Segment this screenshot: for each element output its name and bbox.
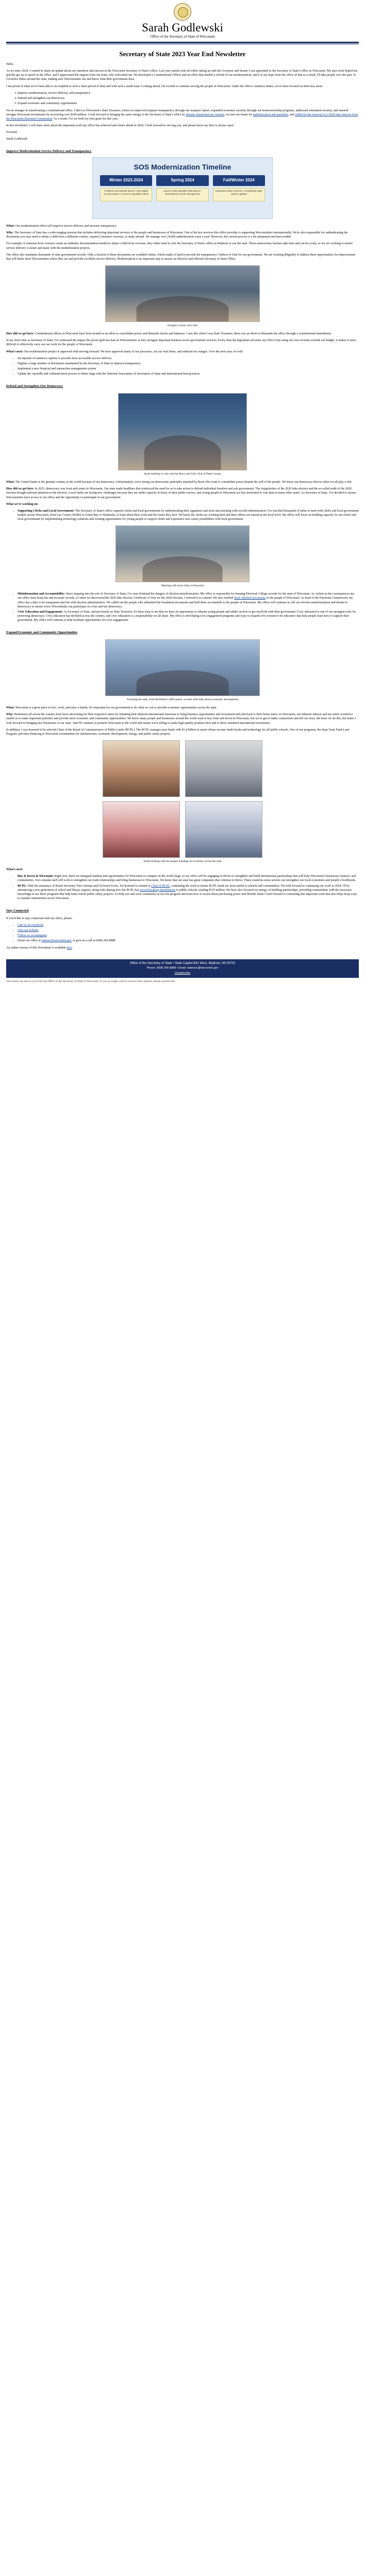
- list-item: • Implement a new financial and transaction management system: [18, 367, 359, 371]
- s1-office: The office also maintains thousands of state government records. Only a fraction of these documents are available online, which makes it hard to provide the transparency I believe is vital for our government. We are working diligently to address these opportunities for improvement that will better meet Wisconsinites where they are and provide excellent service delivery. Modernization is an important step to ensure an effective and efficient Secretary of State Office.: [6, 253, 355, 261]
- timeline-title: SOS Modernization Timeline: [134, 163, 231, 172]
- boys-girls-club-photo: [118, 393, 247, 470]
- photo-row-townhall: [6, 265, 359, 322]
- fake-electors-link[interactable]: called for the removal of a 2020 fake electors from the Wisconsin Elections Commission: [6, 113, 358, 121]
- footer-address: Office of the Secretary of State • State Capitol B41 West, Madison, WI 53702: [129, 962, 236, 965]
- timeline-period: Fall/Winter 2024: [213, 175, 265, 186]
- falsified-documents-link[interactable]: those falsified documents: [234, 597, 266, 600]
- intro-paragraph-2: I am proud of what we've been able to accomplish in such a short period of time and with such a small team. Looking ahead, I'm excited to continue serving the people of Wisconsin. Under the office's statutory duties, we've been focused on three key areas:: [6, 84, 323, 88]
- townhall-photo: [105, 265, 260, 322]
- greeting: Hello,: [6, 63, 14, 66]
- header: [6, 0, 359, 44]
- record-distributions-link[interactable]: record breaking distributions: [139, 888, 176, 892]
- page: [0, 0, 365, 984]
- s1-short: In my short time as Secretary of State, I've witnessed the impact the power grab has had on Wisconsinites as they navigate important business across government services. Every time the legislature prevents our office from using our own revenue towards our budget, it makes it more difficult to effectively carry out our work for the people of Wisconsin.: [6, 339, 356, 347]
- economy-photo: [103, 740, 180, 797]
- intro-p3-end: . As a result, I've set forth my four goals for this year.: [52, 117, 119, 121]
- list-item: • Misinformation and Accountability: Since stepping into the role of Secretary of State, I've seen firsthand the dangers of election misinformation. My office is responsible for keeping Electoral College records for the state of Wisconsin. As violent as the consequences are, our office must keep fair and accurate records, so when we discovered the 2020 fake electors Certificate of Vote for the 2020 election, I referred it to counsel. We also notified those falsified documents to the people of Wisconsin. As head of the Elections Commission, my office has a duty to be transparent and fair with election administrators. We called out the people who submitted the fraudulent documents and held them accountable to the people of Wisconsin. My office will continue to call out election misinformation and threats to democracy to ensure every Wisconsinite can participate in a free and fair democracy.: [18, 592, 359, 608]
- boys-girls-club-caption: Sarah meeting to visit with the Boys and Girls Club of Dane County: [143, 472, 222, 476]
- timeline-column: [156, 175, 208, 201]
- archive-note: An online version of this Newsletter is available here.: [6, 946, 73, 950]
- economic-travel-caption: Traveling the state, from Richfield to Milwaukee, to meet with folks about economic development: [126, 698, 239, 701]
- online-version-link[interactable]: here: [67, 946, 72, 950]
- modernization-timeline-graphic: [92, 157, 273, 219]
- connected-intro: If you'd like to stay connected with my office, please:: [6, 917, 73, 920]
- s3-why: Why: Businesses all across the country have been advocating for their respective states by initiating their inherent international functions to bring business opportunities and investment and jobs back to their home states. In Wisconsin, our inherent interest and my entire workforce enable us to make important priorities and provide more economic and community opportunities. We know many people and businesses around the world want to buy from and invest in Wisconsin, but we've got to make connections and tell our story. the more we do this, the better I look forward to bringing new businesses to our state. And I'll continue to promote Wisconsin to the world and ensure we're telling to make high-quality products here and to drive sustained international investment.: [6, 713, 356, 725]
- facebook-link[interactable]: Like us on Facebook: [18, 923, 44, 927]
- section-title-democracy: Defend and Strengthen Our Democracy: [6, 384, 63, 388]
- goal-item: 1. Improve modernization, service delivery, and transparency: [18, 91, 359, 95]
- s2-what: What: The United States is the greatest country in the world because of our democracy. Unfortunately, we're seeing our democratic principles attacked by those who want to consolidate power despite the will of the people. We know our democracy thrives when we all play a role.: [6, 481, 353, 484]
- header-rule: [6, 42, 359, 43]
- economy-caption: Sarah meeting with the people building our economy across the state: [143, 859, 222, 863]
- section-title-modernization: Improve Modernization Service Delivery and Transparency: [6, 149, 92, 154]
- list-item: • Civic Education and Engagement: As Secretary of State, and previously as State Treasurer, it's been clear to me that we have an opportunity to educate young people and adults on how to get involved with their government. Civic education is one of our strongest tools for protecting democracy. Civic education has declined across the country, and civic education is a responsibility we all share. My office is developing civic engagement programs and ways to expand civic resources for educators that help people learn how to support their government. My office will continue to help facilitate opportunities for civic engagement.: [18, 610, 359, 622]
- bcpl-chair-link[interactable]: Chair of BCPL: [151, 884, 170, 888]
- newsletter-title: Secretary of State 2023 Year End Newsletter: [119, 49, 246, 58]
- s1-example: For example, if someone from overseas wants an authentic documentation needed to adopt a child from overseas, they either need to visit the Secretary of State's office in Madison or use the mail. These unnecessary barriers take time and can be costly, so we are working to ensure service delivery is easier and faster with the modernization projects.: [6, 242, 353, 250]
- photo-figure: [144, 435, 221, 470]
- s1-how: How did we get here: Constitutional offices in Wisconsin have been treated as an effort to consolidate power and diminish checks and balances. I saw this when I was State Treasurer; there was an effort to dismantle the office through a constitutional amendment.: [6, 332, 332, 336]
- photo-row-economy-people-2: [6, 801, 359, 858]
- economy-photo: [103, 801, 180, 858]
- s3-next-list: [6, 874, 359, 901]
- s1-next: What's next: Our modernization project is approved with moving forward. We have approved many of our processes, cut our wait times, and reduced our outages. Over the next year, we will:: [6, 350, 243, 353]
- photo-row-clerks: [6, 526, 359, 582]
- timeline-items: Launch online apostille submissions • Streamlined records management: [156, 188, 208, 201]
- photo-row-economy-people-1: [6, 740, 359, 797]
- goal-item: 2. Defend and strengthen our democracy: [18, 96, 359, 100]
- s2-how: How did we get here: In 2023, democracy was front and center in Wisconsin. Our state made headlines that reinforced the need for us to take action to defend individual freedom and safe government. The irregularities of the 2020 fake electors and the so-called audit of the 2020 election brought national attention to the election. Local clerks are facing new challenges because they are under capacity in hours of their public service, and young people in Wisconsin are less motivated to vote than in many other states. As Secretary of State, I've decided to ensure Wisconsinites have access to our office and the opportunity to participate in our government.: [6, 487, 356, 499]
- website-relaunch-link[interactable]: already relaunched our website: [186, 113, 225, 116]
- header-office: Office of the Secretary of State of Wisconsin: [150, 35, 215, 39]
- intro-p3-text: I'm no stranger to transforming a constitutional office. I did it as Wisconsin's State Treasurer, where we improved taxpayer transparency through our taxpayer report, expanded economic security through our homeownership programs, addressed retirement security, and ensured stronger Wisconsin investments by recovering over $100 million. I look forward to bringing the same energy to the Secretary of State's office by: [6, 109, 349, 116]
- s3-addition: In addition, I was honored to be selected Chair of the Board of Commissioners of Public Lands (BCPL). The BCPL manages trust funds with $1.4 billion in assets whose income funds books and technology for all public schools. One of our programs, the State Trust Fund Loan Program, provides financing to Wisconsin communities for infrastructure, economic development, energy, and public safety projects.: [6, 728, 350, 736]
- s1-what: What: Our modernization effort will improve service delivery and increase transparency.: [6, 225, 117, 228]
- header-name: Sarah Godlewski: [142, 21, 223, 34]
- list-item: • Email our office at statesec@wisconsin.gov or give us a call at (608) 266-8888: [18, 939, 359, 943]
- intro-p3-mid2: , and: [288, 113, 294, 116]
- intro: [6, 62, 359, 141]
- list-item: [18, 928, 359, 933]
- timeline-column: [213, 175, 265, 201]
- goal-item: 3. Expand economic and community opportunities: [18, 101, 359, 106]
- footer-contact: Phone: (608) 266-8888 • Email: statesec@wisconsin.gov: [146, 967, 219, 970]
- section-title-economic: Expand Economic and Community Opportunities: [6, 631, 78, 635]
- timeline-items: Expanded online services • Completing major system updates: [213, 188, 265, 201]
- timeline-items: Finalized new website launch • New digital records system • Access to apostilles online: [100, 188, 152, 201]
- list-item: [18, 934, 359, 938]
- s2-working-label: What we're working on:: [6, 502, 39, 506]
- connected-list: [6, 923, 359, 943]
- townhall-caption: Douglas County town hall: [168, 324, 197, 327]
- footer: [6, 959, 359, 978]
- intro-paragraph-3: [6, 109, 359, 121]
- s2-working-list: [6, 509, 359, 521]
- list-item: [18, 923, 359, 927]
- photo-figure: [137, 296, 229, 321]
- economy-photo: [185, 801, 262, 858]
- list-item: • BCPL: With the assistance of Board Secretary Tom German and Governor Evers, I'm honored to remain in Chair of BCPL, continuing the work to ensure BCPL funds are most useful to schools and communities. We look forward to continuing our work in 2024. I'll be announcing a new generation of school and library support, along with sharing how the BCPL has record breaking distributions to public schools, totaling $119 million. We have also focused our energy on building partnerships, providing communities with the necessary knowledge to use these programs that help fund critical public safety projects. To help you and your community access the program and learn how to access these purchasing power and flexible funds I look forward to continuing this important work that also helps keep ways to expand communities across Wisconsin.: [18, 884, 359, 901]
- s3-next-label: What's next:: [6, 868, 23, 872]
- list-item: • Supporting Clerks and Local Government: The Secretary of State's office supports clerks and local governments by authenticating their signatures and tools and assisting with records administration. I've traveled thousands of miles to meet with clerks and local government leaders across Wisconsin, from Lac Courte Oreilles to Green Bay to Waukesha, to learn about their work and the issues they face. We know the clerks are working hard and their offices are trusted at the local level. My office will focus on building capacity for our clerks and local governments by implementing technology solutions and creating opportunities for young people to support clerks and experience new career possibilities with local government.: [18, 509, 359, 521]
- clerks-caption: Meeting with local clerks in Kenosha: [161, 584, 204, 587]
- timeline-column: [100, 175, 152, 201]
- signature: Sarah Godlewski: [6, 138, 28, 141]
- list-item: • Buy & Invest in Wisconsin: Right now, there are untapped markets and opportunities for Wisconsin to compete on the world stage, so my office will be engaging in efforts to strengthen and build international partnerships that will help Wisconsin's businesses, farmers, and communities. Our consular staff will work to strengthen our trade relationships and bring businesses to Wisconsin. We know that our state has great companies that continue to thrive. These countries sense actions can strengthen our local economies and people's livelihoods.: [18, 874, 359, 883]
- closing: Forward,: [6, 131, 18, 134]
- intro-paragraph-4: In this newsletter, I will share more about the important work my office has achieved and what's ahead in 2024. I look forward to serving you, and please know my door is always open.: [6, 124, 235, 128]
- s1-next-list: [6, 357, 359, 376]
- legal-note: This email was sent to you from the Office of the Secretary of State of Wisconsin. If you no longer wish to receive these updates, please unsubscribe.: [6, 980, 176, 984]
- state-seal-icon: [174, 3, 191, 21]
- list-item: • Digitize a large number of documents maintained by the Secretary of State to improve transparency: [18, 362, 359, 366]
- photo-row-economic: [6, 639, 359, 696]
- instagram-link[interactable]: Follow us on Instagram: [18, 934, 47, 937]
- email-link[interactable]: statesec@wisconsin.gov: [41, 939, 72, 943]
- s1-why: Why: The Secretary of State has a wide-ranging mission that includes delivering important services to the people and businesses of Wisconsin. One of the key services this office provides is supporting Wisconsinites internationally. We're also responsible for authenticating the documents you may need to adopt a child from a different country, expand a business overseas, or study abroad. We manage over 24,000 authentication cases a year! However, the current process is a bit antiquated and inaccessible.: [6, 231, 348, 239]
- clerks-meeting-photo: [115, 526, 250, 582]
- timeline-period: Winter 2023-2024: [100, 175, 152, 186]
- economy-photo: [185, 740, 262, 797]
- apostilles-link[interactable]: authentication and apostilles: [253, 113, 289, 116]
- s2-working-list-2: [6, 592, 359, 622]
- list-item: • Update the Apostille and Authentication process to better align with the National Association of Secretaries of State and international best practices: [18, 372, 359, 376]
- photo-figure: [143, 556, 223, 582]
- timeline-columns: [100, 175, 265, 201]
- s3-what: What: Wisconsin is a great place to live, work, and raise a family. It's important for our government to do what we can to provide economic opportunities across the state.: [6, 706, 218, 710]
- section-title-stay-connected: Stay Connected: [6, 908, 29, 912]
- list-item: • Incorporate eCommerce options to provide more accessible service delivery: [18, 357, 359, 361]
- intro-p3-mid: , we met our teams for: [224, 113, 253, 116]
- photo-row-boys-girls-club: [6, 393, 359, 470]
- timeline-period: Spring 2024: [156, 175, 208, 186]
- website-link[interactable]: Visit our website: [18, 928, 39, 932]
- photo-figure: [137, 670, 229, 696]
- intro-paragraph-1: As we enter 2024, I wanted to share an update about our transition and success in the Wisconsin Secretary of State's office. Last year started with me either taking an oath the Governor and Senate I was appointed to the Secretary of State's office in Wisconsin. My past work helped me quickly get up to speed on the office, and I appreciated the support from our team, who welcomed me. We developed a Constitutional Officer and an office that needed a refresh of our modernization, and it is my hope from the office of that as a result, I'll take people over the past 14 Governor duties around the state, making sure Wisconsinites see and know what their government does.: [6, 70, 358, 81]
- unsubscribe-link[interactable]: Unsubscribe: [174, 971, 191, 975]
- goals-list: [6, 91, 359, 106]
- economic-travel-photo: [105, 639, 260, 696]
